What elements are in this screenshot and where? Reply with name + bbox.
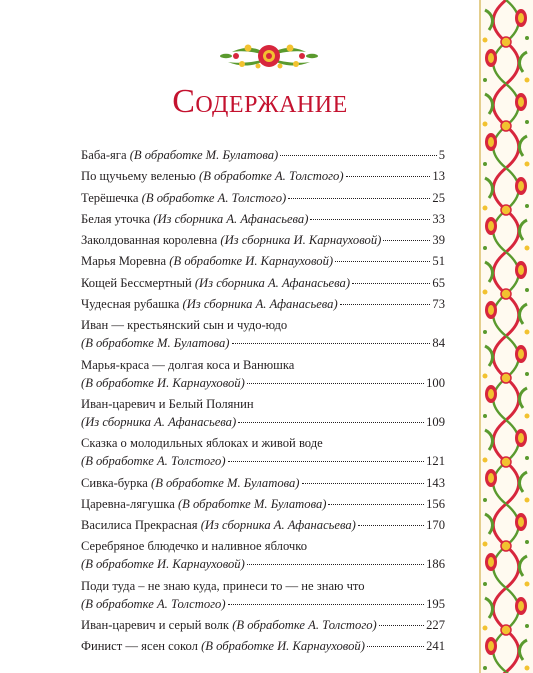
entry-title: Иван-царевич и серый волк bbox=[81, 618, 230, 633]
entry-source: (Из сборника А. Афанасьева) bbox=[81, 414, 237, 429]
toc-entry bbox=[81, 231, 445, 249]
entry-source: (В обработке И. Карнауховой) bbox=[81, 375, 245, 390]
entry-page: 121 bbox=[426, 454, 445, 469]
entry-source: (В обработке И. Карнауховой) bbox=[201, 639, 365, 654]
dot-leader bbox=[335, 261, 430, 262]
table-of-contents bbox=[81, 146, 445, 659]
entry-page: 84 bbox=[432, 336, 445, 351]
entry-page: 143 bbox=[426, 475, 445, 490]
dot-leader bbox=[228, 604, 425, 605]
entry-page: 195 bbox=[426, 596, 445, 611]
entry-title: Василиса Прекрасная bbox=[81, 518, 198, 533]
dot-leader bbox=[288, 198, 430, 199]
entry-page: 100 bbox=[426, 375, 445, 390]
floral-ornament-icon bbox=[218, 38, 320, 74]
entry-title: Марья-краса — долгая коса и Ванюшка bbox=[81, 357, 295, 372]
dot-leader bbox=[346, 176, 431, 177]
entry-page: 170 bbox=[426, 518, 445, 533]
entry-title: Терёшечка bbox=[81, 190, 139, 205]
entry-title: Заколдованная королевна bbox=[81, 233, 218, 248]
entry-page: 241 bbox=[426, 639, 445, 654]
entry-title: Белая уточка bbox=[81, 211, 151, 226]
entry-page: 186 bbox=[426, 557, 445, 572]
entry-source: (Из сборника А. Афанасьева) bbox=[200, 518, 356, 533]
entry-page: 109 bbox=[426, 414, 445, 429]
dot-leader bbox=[302, 483, 425, 484]
entry-title: Сивка-бурка bbox=[81, 475, 148, 490]
toc-entry bbox=[81, 210, 445, 228]
entry-page: 65 bbox=[432, 275, 445, 290]
dot-leader bbox=[228, 461, 425, 462]
entry-source: (В обработке А. Толстого) bbox=[81, 596, 226, 611]
entry-page: 156 bbox=[426, 496, 445, 511]
dot-leader bbox=[379, 625, 424, 626]
entry-title: Сказка о молодильных яблоках и живой воде bbox=[81, 436, 323, 451]
toc-entry bbox=[81, 395, 445, 431]
entry-source: (В обработке М. Булатова) bbox=[81, 336, 230, 351]
entry-title: Иван-царевич и Белый Полянин bbox=[81, 396, 254, 411]
dot-leader bbox=[352, 283, 430, 284]
toc-entry bbox=[81, 295, 445, 313]
entry-source: (Из сборника И. Карнауховой) bbox=[220, 233, 382, 248]
toc-entry bbox=[81, 252, 445, 270]
toc-entry bbox=[81, 516, 445, 534]
entry-title: По щучьему веленью bbox=[81, 169, 196, 184]
toc-entry bbox=[81, 434, 445, 470]
entry-source: (В обработке И. Карнауховой) bbox=[169, 254, 334, 269]
toc-entry bbox=[81, 537, 445, 573]
floral-border-icon bbox=[479, 0, 533, 673]
entry-page: 33 bbox=[432, 211, 445, 226]
entry-source: (В обработке А. Толстого) bbox=[141, 190, 287, 205]
entry-title: Поди туда – не знаю куда, принеси то — не знаю что bbox=[81, 578, 365, 593]
entry-title: Царевна-лягушка bbox=[81, 496, 175, 511]
dot-leader bbox=[280, 155, 436, 156]
dot-leader bbox=[310, 219, 430, 220]
entry-source: (Из сборника А. Афанасьева) bbox=[182, 297, 338, 312]
toc-entry bbox=[81, 356, 445, 392]
entry-page: 39 bbox=[432, 233, 445, 248]
entry-source: (В обработке А. Толстого) bbox=[81, 454, 226, 469]
toc-entry bbox=[81, 495, 445, 513]
entry-page: 5 bbox=[438, 148, 445, 162]
entry-source: (В обработке М. Булатова) bbox=[177, 496, 327, 511]
toc-entry bbox=[81, 474, 445, 492]
entry-title: Серебряное блюдечко и наливное яблочко bbox=[81, 539, 308, 554]
toc-entry bbox=[81, 167, 445, 185]
toc-entry bbox=[81, 637, 445, 655]
entry-source: (В обработке А. Толстого) bbox=[199, 169, 344, 184]
entry-page: 227 bbox=[426, 618, 445, 633]
entry-source: (В обработке И. Карнауховой) bbox=[81, 557, 245, 572]
dot-leader bbox=[358, 525, 424, 526]
entry-page: 13 bbox=[432, 169, 445, 184]
entry-page: 73 bbox=[432, 297, 445, 312]
toc-entry bbox=[81, 146, 445, 164]
dot-leader bbox=[383, 240, 430, 241]
dot-leader bbox=[367, 646, 424, 647]
page-title: Содержание bbox=[172, 83, 348, 120]
toc-entry bbox=[81, 616, 445, 634]
entry-source: (В обработке М. Булатова) bbox=[151, 475, 300, 490]
entry-title: Иван — крестьянский сын и чудо-юдо bbox=[81, 318, 288, 333]
entry-source: (Из сборника А. Афанасьева) bbox=[194, 275, 351, 290]
dot-leader bbox=[247, 564, 424, 565]
entry-title: Кощей Бессмертный bbox=[81, 275, 192, 290]
entry-page: 51 bbox=[432, 254, 445, 269]
entry-title: Баба-яга bbox=[81, 148, 127, 162]
dot-leader bbox=[232, 343, 431, 344]
entry-title: Марья Моревна bbox=[81, 254, 167, 269]
dot-leader bbox=[340, 304, 431, 305]
entry-source: (В обработке М. Булатова) bbox=[129, 148, 279, 162]
dot-leader bbox=[247, 383, 424, 384]
entry-title: Финист — ясен сокол bbox=[81, 639, 198, 654]
entry-source: (В обработке А. Толстого) bbox=[232, 618, 377, 633]
toc-entry bbox=[81, 189, 445, 207]
entry-page: 25 bbox=[432, 190, 445, 205]
toc-entry bbox=[81, 274, 445, 292]
dot-leader bbox=[328, 504, 424, 505]
entry-title: Чудесная рубашка bbox=[81, 297, 180, 312]
dot-leader bbox=[238, 422, 424, 423]
toc-entry bbox=[81, 316, 445, 352]
entry-source: (Из сборника А. Афанасьева) bbox=[153, 211, 309, 226]
toc-entry bbox=[81, 577, 445, 613]
